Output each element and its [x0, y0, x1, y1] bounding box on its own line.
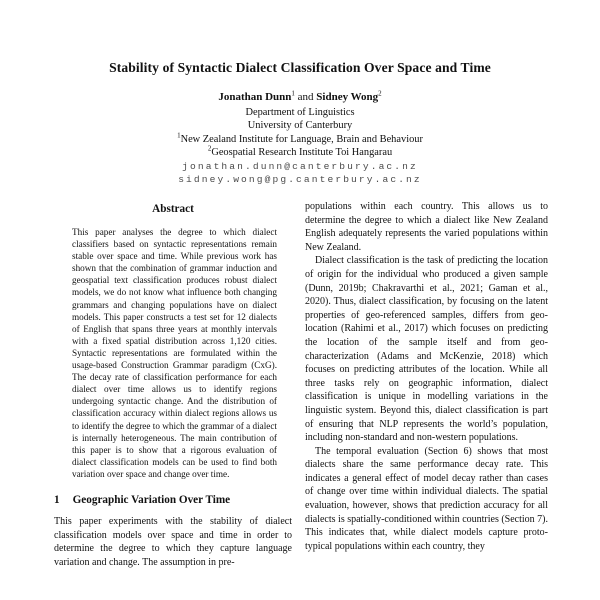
- author-1: Jonathan Dunn: [218, 91, 292, 103]
- affiliation-institute-1: [0, 133, 600, 146]
- author-2-superscript: 2: [378, 89, 382, 98]
- affiliation-text: Geospatial Research Institute Toi Hangarau: [211, 147, 393, 159]
- affiliation-text: University of Canterbury: [247, 120, 353, 132]
- abstract-text: This paper analyses the degree to which dialect classifiers based on syntactic representations remain stable over space and time. While previous work has shown that the combination of grammar induction and geospatial text classification produces robust dialect models, we do not know what influence both changing grammars and changing populations have on dialect models. This paper constructs a test set for 12 dialects of English that spans three years at monthly intervals with a fixed spatial distribution across 1,120 cities. Syntactic representations are formulated within the usage-based Construction Grammar paradigm (CxG). The decay rate of classification performance for each dialect over time allows us to identify regions undergoing syntactic change. And the distribution of classification accuracy within dialect regions allows us to identify the degree to which the grammar of a dialect is internally heterogeneous. The main contribution of this paper is to show that a rigorous evaluation of dialect classification models can be used to find both variation over space and change over time.: [72, 227, 277, 479]
- section-1-paragraph: This paper experiments with the stability of dialect classification models over space and time in order to determine the degree to which they capture language variation and change. The assumption in pre-: [54, 515, 292, 568]
- affiliation-university: [0, 119, 600, 132]
- author-line: [0, 91, 600, 103]
- affiliation-text: New Zealand Institute for Language, Brain and Behaviour: [180, 133, 423, 145]
- paper-header: [0, 60, 600, 186]
- affiliation-text: Department of Linguistics: [245, 107, 355, 118]
- author-conjunction: and: [294, 91, 317, 103]
- affiliation-superscript: 2: [207, 144, 212, 153]
- author-1-superscript: 1: [291, 89, 295, 98]
- right-column-paragraph-2: Dialect classification is the task of predicting the location of origin for the individual who produced a given sample (Dunn, 2019b; Chakravarthi et al., 2021; Gaman et al., 2020). Thus, dialect classification, by focusing on the latent properties of geo-referenced samples, differs from geo-location (Rahimi et al., 2017) which focuses on predicting the location of the sample itself and from geo-characterization (Adams and McKenzie, 2018) which focuses on predicting attributes of the location. While all three tasks rely on geographic information, dialect classification is unique in modelling variations in the linguistic system. Beyond this, dialect classification is part of ensuring that NLP represents the world’s population, including non-standard and non-western populations.: [305, 255, 548, 444]
- right-column-paragraph-3: The temporal evaluation (Section 6) shows that most dialects share the same performance decay rate. This indicates a general effect of model decay rather than cases of change over time within individual dialects. The spatial evaluation, however, shows that prediction accuracy for all dialects is spatially-conditioned within countries (Section 7). This indicates that, while dialect models capture proto-typical populations within each country, they: [305, 445, 548, 552]
- right-column-paragraph-1: populations within each country. This allows us to determine the degree to which a dialect like New Zealand English adequately represents the varied populations within New Zealand.: [305, 201, 548, 253]
- two-column-body: [54, 200, 548, 600]
- right-column: [305, 200, 548, 600]
- affiliation-superscript: 1: [177, 131, 181, 140]
- affiliation-department: [0, 106, 600, 119]
- left-column: [54, 200, 292, 600]
- email-author-1: jonathan.dunn@canterbury.ac.nz: [182, 160, 418, 172]
- section-number: 1: [54, 493, 60, 506]
- author-2: Sidney Wong: [316, 91, 379, 103]
- paper-title: Stability of Syntactic Dialect Classification Over Space and Time: [109, 60, 491, 75]
- affiliation-institute-2: [0, 146, 600, 159]
- section-1-heading: [54, 494, 292, 506]
- section-title: Geographic Variation Over Time: [72, 493, 231, 506]
- abstract-heading: Abstract: [152, 203, 194, 215]
- email-author-2: sidney.wong@pg.canterbury.ac.nz: [178, 174, 422, 186]
